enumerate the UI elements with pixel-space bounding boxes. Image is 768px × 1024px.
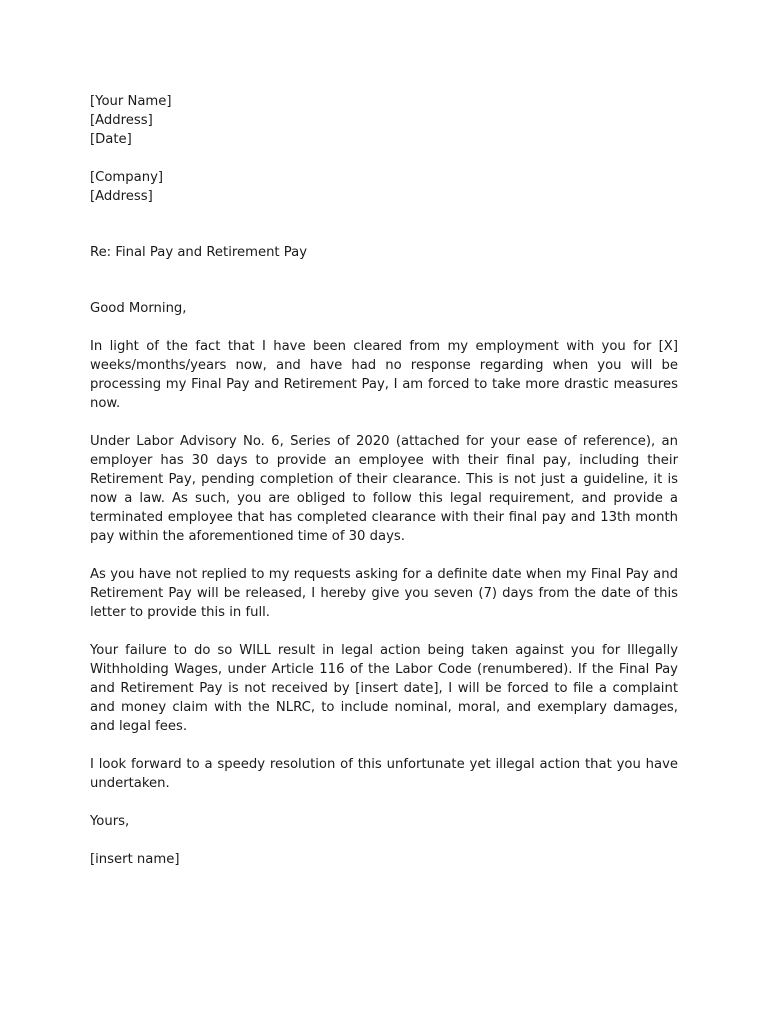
greeting: Good Morning, [90,301,187,316]
sender-block [90,92,678,149]
sender-address: [Address] [90,113,153,128]
paragraph-1: In light of the fact that I have been cleared from my employment with you for [X] weeks/months/years now, and have had no response regarding when you will be processing my Final Pay and Retirement Pay, I am forced to take more drastic measures now. [90,339,678,411]
signature: [insert name] [90,852,180,867]
paragraph-4: Your failure to do so WILL result in legal action being taken against you for Illegally Withholding Wages, under Article 116 of the Labor Code (renumbered). If the Final Pay and Retirement Pay is not received by [insert date], I will be forced to file a complaint and money claim with the NLRC, to include nominal, moral, and exemplary damages, and legal fees. [90,643,678,734]
recipient-block [90,168,678,206]
paragraph-5: I look forward to a speedy resolution of this unfortunate yet illegal action that you have undertaken. [90,757,678,791]
paragraph-2: Under Labor Advisory No. 6, Series of 2020 (attached for your ease of reference), an employer has 30 days to provide an employee with their final pay, including their Retirement Pay, pending completion of their clearance. This is not just a guideline, it is now a law. As such, you are obliged to follow this legal requirement, and provide a terminated employee that has completed clearance with their final pay and 13th month pay within the aforementioned time of 30 days. [90,434,678,544]
paragraph-3: As you have not replied to my requests asking for a definite date when my Final Pay and Retirement Pay will be released, I hereby give you seven (7) days from the date of this letter to provide this in full. [90,567,678,620]
sender-name: [Your Name] [90,94,172,109]
closing: Yours, [90,814,130,829]
recipient-company: [Company] [90,170,164,185]
sender-date: [Date] [90,132,132,147]
subject-line: Re: Final Pay and Retirement Pay [90,245,308,260]
letter-page [90,92,678,869]
recipient-address: [Address] [90,189,153,204]
